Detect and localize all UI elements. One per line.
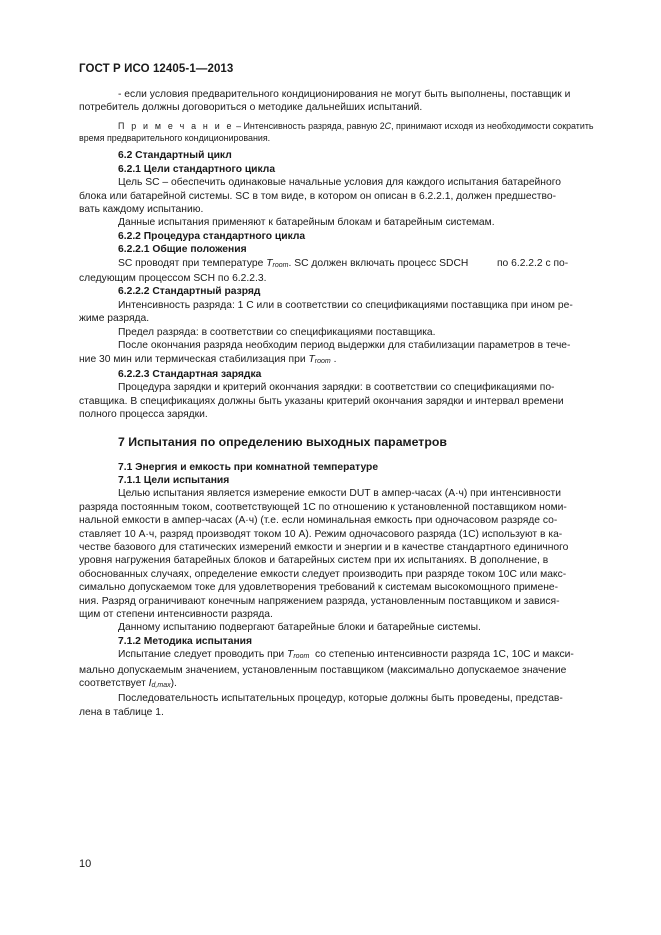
heading-7-1-1: 7.1.1 Цели испытания bbox=[118, 474, 230, 486]
paragraph-line: ние 30 мин или термическая стабилизация при $T_{room}$ . bbox=[79, 353, 337, 365]
paragraph-line: ставщика. В спецификациях должны быть указаны критерий окончания зарядки и интервал времени bbox=[79, 395, 564, 407]
paragraph-line: SC проводят при температуре $T_{room}$. SC должен включать процесс SDCH по 6.2.2.2 с по- bbox=[118, 257, 569, 269]
paragraph-line: Данные испытания применяют к батарейным блокам и батарейным системам. bbox=[118, 217, 495, 229]
paragraph-line: Интенсивность разряда: 1 C или в соответствии со спецификациями поставщика при ином ре- bbox=[118, 299, 573, 311]
paragraph-line: потребитель должны договориться о методике дальнейших испытаний. bbox=[79, 102, 423, 114]
paragraph-line: Процедура зарядки и критерий окончания зарядки: в соответствии со спецификациями по- bbox=[118, 382, 555, 394]
paragraph-line: Испытание следует проводить при $T_{room}$ со степенью интенсивности разряда 1C, 10C и макси- bbox=[118, 649, 574, 661]
paragraph-line: Данному испытанию подвергают батарейные блоки и батарейные системы. bbox=[118, 622, 481, 634]
heading-6-2-2-1: 6.2.2.1 Общие положения bbox=[118, 244, 247, 256]
note-text: – Интенсивность разряда, равную 2 bbox=[233, 120, 385, 131]
paragraph-line: следующим процессом SCH по 6.2.2.3. bbox=[79, 273, 267, 285]
paragraph-line: лена в таблице 1. bbox=[79, 706, 164, 718]
paragraph-line: мально допускаемым значением, установленным поставщиком (максимально допускаемое значение bbox=[79, 664, 567, 676]
paragraph-line: щим от степени интенсивности разряда. bbox=[79, 609, 273, 620]
paragraph-line: честве базового для статических измерений емкости и энергии и в качестве стандартного единичного bbox=[79, 541, 569, 553]
note bbox=[79, 121, 615, 133]
paragraph-line: Цель SC – обеспечить одинаковые начальные условия для каждого испытания батарейного bbox=[118, 177, 561, 189]
note-label: П р и м е ч а н и е bbox=[118, 120, 234, 131]
heading-7-1-2: 7.1.2 Методика испытания bbox=[118, 635, 252, 647]
page-number: 10 bbox=[79, 858, 92, 870]
paragraph-line: блока или батарейной системы. SC в том виде, в котором он описан в 6.2.2.1, должен предшество- bbox=[79, 190, 557, 202]
paragraph-line: соответствует $I_{d,max}$). bbox=[79, 678, 177, 690]
paragraph-line: - если условия предварительного кондиционирования не могут быть выполнены, поставщик и bbox=[118, 89, 571, 100]
document-header: ГОСТ Р ИСО 12405-1—2013 bbox=[79, 63, 234, 75]
paragraph-line: Последовательность испытательных процедур, которые должны быть проведены, представ- bbox=[118, 693, 563, 705]
note-text: , принимают исходя из необходимости сократить bbox=[391, 120, 594, 131]
paragraph-line: После окончания разряда необходим период выдержки для стабилизации параметров в тече- bbox=[118, 340, 571, 352]
paragraph-line: ставляет 10 А·ч, разряд производят током 10 А). Режим одночасового разряда (1C) используют в ка- bbox=[79, 528, 563, 540]
paragraph-line: вать каждому испытанию. bbox=[79, 204, 204, 216]
heading-6-2-2: 6.2.2 Процедура стандартного цикла bbox=[118, 230, 306, 242]
paragraph-line: Предел разряда: в соответствии со спецификациями поставщика. bbox=[118, 326, 436, 338]
note-line: время предварительного кондиционирования. bbox=[79, 132, 271, 143]
document-body bbox=[79, 88, 615, 719]
paragraph-line: обоснованных случаях, определение емкости следует производить при разряде током 10C или макс- bbox=[79, 568, 567, 580]
paragraph-line: жиме разряда. bbox=[79, 313, 150, 325]
paragraph-line: симально допускаемом токе для удовлетворения требований к системам высокомощного примене- bbox=[79, 582, 559, 594]
paragraph-line: Целью испытания является измерение емкости DUT в ампер-часах (А·ч) при интенсивности bbox=[118, 488, 561, 500]
heading-6-2-2-2: 6.2.2.2 Стандартный разряд bbox=[118, 286, 261, 298]
paragraph-line: ния. Разряд ограничивают конечным напряжением разряда, установленным поставщиком и завися- bbox=[79, 595, 560, 607]
note-symbol: C bbox=[384, 120, 392, 131]
paragraph-line: нальной емкости в ампер-часах (А·ч) (т.е. если номинальная емкость при одночасовом разряде со- bbox=[79, 515, 558, 527]
heading-6-2: 6.2 Стандартный цикл bbox=[118, 150, 232, 162]
section-7-title: 7 Испытания по определению выходных параметров bbox=[118, 434, 447, 449]
heading-7-1: 7.1 Энергия и емкость при комнатной температуре bbox=[118, 461, 379, 473]
paragraph-line: разряда постоянным током, соответствующей 1C по отношению к установленной поставщиком номи- bbox=[79, 501, 567, 513]
heading-6-2-2-3: 6.2.2.3 Стандартная зарядка bbox=[118, 368, 262, 380]
heading-6-2-1: 6.2.1 Цели стандартного цикла bbox=[118, 163, 276, 175]
paragraph-line: уровня нагружения батарейных блоков и батарейных систем при их испытаниях. В дополнение, в bbox=[79, 555, 549, 567]
paragraph-line: полного процесса зарядки. bbox=[79, 409, 208, 421]
